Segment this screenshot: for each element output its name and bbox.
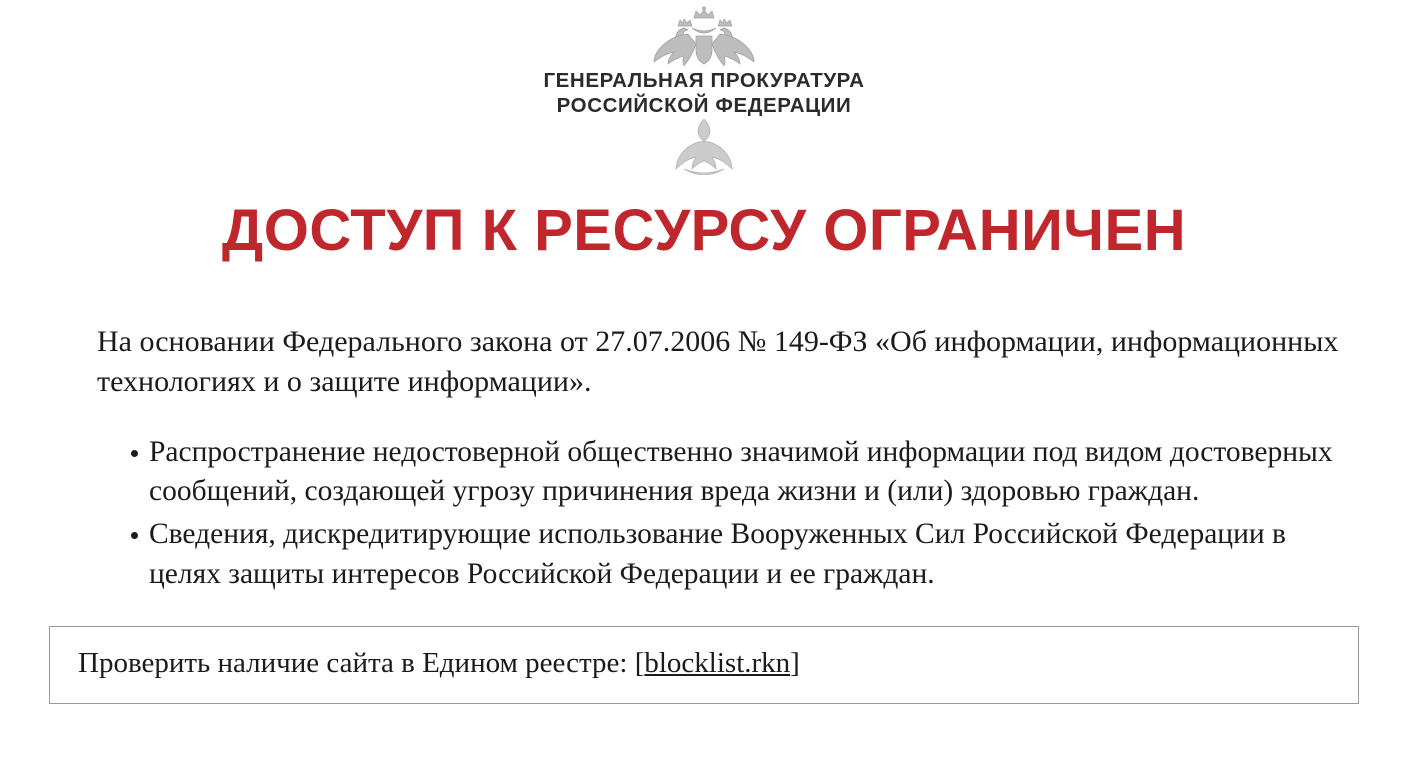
list-item: Сведения, дискредитирующие использование Вооруженных Сил Российской Федерации в целях защиты интересов Российской Федерации и ее граждан. — [131, 515, 1359, 593]
page-title: ДОСТУП К РЕСУРСУ ОГРАНИЧЕН — [221, 198, 1187, 263]
registry-prefix-label: Проверить наличие сайта в Едином реестре: — [78, 646, 635, 679]
blocklist-registry-link[interactable]: blocklist.rkn — [644, 646, 791, 679]
emblem-title-line-2: РОССИЙСКОЙ ФЕДЕРАЦИИ — [556, 94, 852, 117]
content-area — [49, 322, 1359, 594]
emblem-block — [0, 0, 1408, 175]
emblem-title — [543, 68, 864, 118]
bracket-close: ] — [790, 646, 800, 679]
russian-coat-of-arms-double-headed-eagle-icon — [644, 6, 764, 66]
emblem-ornament-icon — [654, 119, 754, 175]
emblem-title-line-1: ГЕНЕРАЛЬНАЯ ПРОКУРАТУРА — [543, 69, 865, 92]
list-item: Распространение недостоверной общественно значимой информации под видом достоверных сообщений, создающей угрозу причинения вреда жизни и (или) здоровью граждан. — [131, 433, 1359, 511]
reasons-list — [97, 433, 1359, 594]
registry-check-box — [49, 626, 1359, 704]
legal-basis-text: На основании Федерального закона от 27.07.2006 № 149-ФЗ «Об информации, информационных технологиях и о защите информации». — [97, 324, 1339, 399]
bracket-open: [ — [634, 646, 645, 679]
